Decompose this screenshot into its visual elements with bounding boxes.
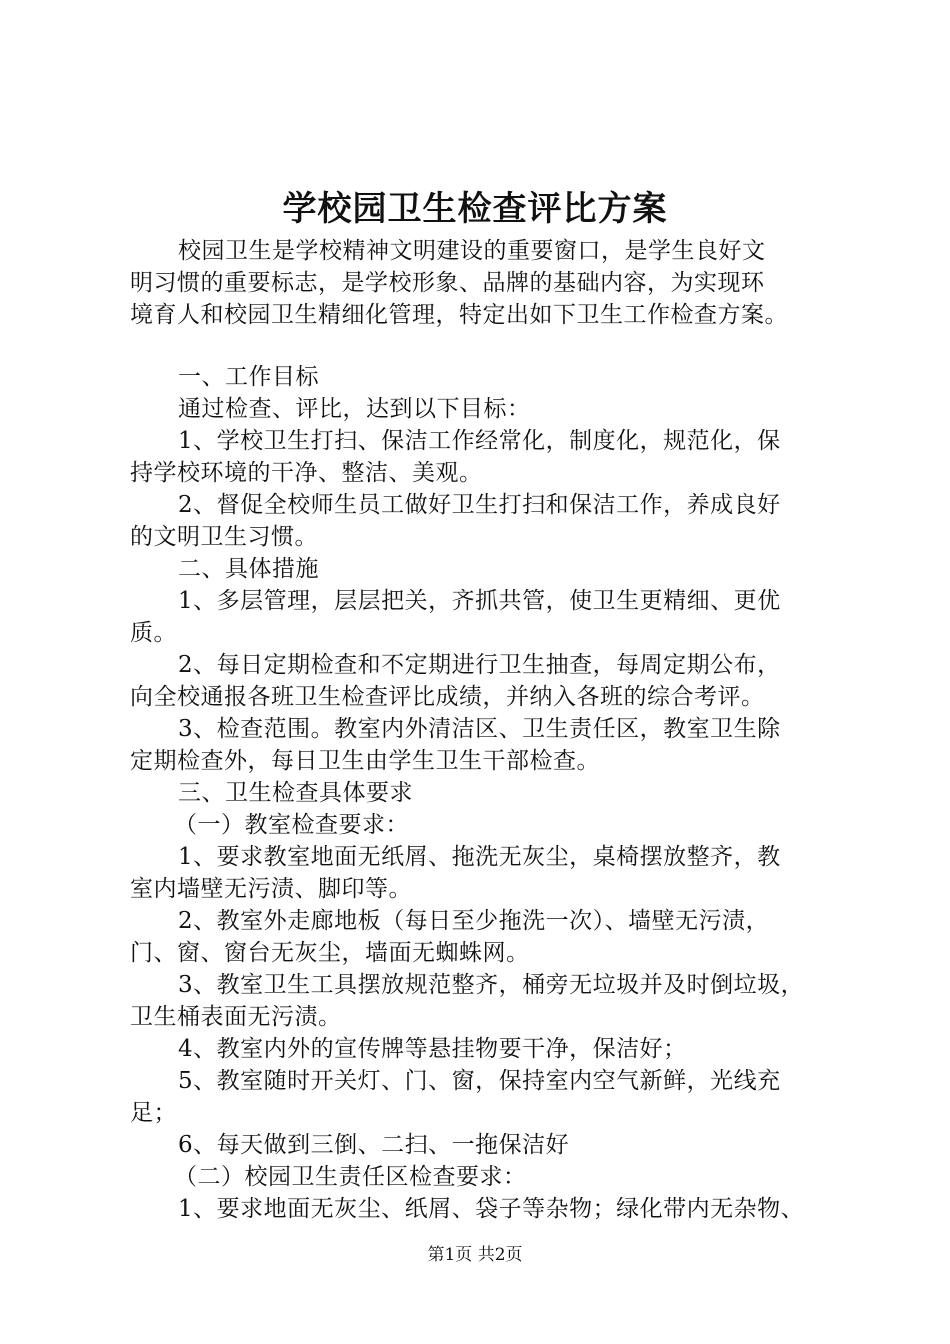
body-line: 持学校环境的干净、整洁、美观。 [130, 460, 483, 486]
body-line: 1、多层管理，层层把关，齐抓共管，使卫生更精细、更优 [178, 588, 781, 614]
body-line: 境育人和校园卫生精细化管理，特定出如下卫生工作检查方案。 [130, 302, 788, 328]
body-line: 向全校通报各班卫生检查评比成绩，并纳入各班的综合考评。 [130, 684, 765, 710]
section-heading: 三、卫生检查具体要求 [178, 780, 413, 806]
body-line: 3、检查范围。教室内外清洁区、卫生责任区，教室卫生除 [178, 716, 781, 742]
document-title: 学校园卫生检查评比方案 [282, 189, 668, 229]
body-line: 1、学校卫生打扫、保洁工作经常化，制度化，规范化，保 [178, 428, 781, 454]
body-line: 4、教室内外的宣传牌等悬挂物要干净，保洁好； [178, 1036, 687, 1062]
body-line: 质。 [130, 620, 177, 646]
body-line: 3、教室卫生工具摆放规范整齐，桶旁无垃圾并及时倒垃圾， [178, 972, 805, 998]
page-number-footer: 第1页 共2页 [427, 1245, 523, 1265]
subsection-heading: （一）教室检查要求： [174, 812, 409, 838]
body-line: 的文明卫生习惯。 [130, 524, 318, 550]
body-line: 门、窗、窗台无灰尘，墙面无蜘蛛网。 [130, 940, 530, 966]
body-line: 校园卫生是学校精神文明建设的重要窗口，是学生良好文 [178, 238, 766, 264]
body-line: 2、每日定期检查和不定期进行卫生抽查，每周定期公布， [178, 652, 781, 678]
body-line: 足； [130, 1100, 177, 1126]
body-line: 1、要求地面无灰尘、纸屑、袋子等杂物；绿化带内无杂物、 [178, 1196, 805, 1222]
body-line: 卫生桶表面无污渍。 [130, 1004, 342, 1030]
body-line: 2、教室外走廊地板（每日至少拖洗一次）、墙壁无污渍， [178, 908, 770, 934]
body-line: 2、督促全校师生员工做好卫生打扫和保洁工作，养成良好 [178, 492, 781, 518]
body-line: 5、教室随时开关灯、门、窗，保持室内空气新鲜，光线充 [178, 1068, 781, 1094]
body-line: 室内墙壁无污渍、脚印等。 [130, 876, 412, 902]
body-line: 通过检查、评比，达到以下目标： [178, 396, 531, 422]
body-line: 定期检查外，每日卫生由学生卫生干部检查。 [130, 748, 600, 774]
body-line: 明习惯的重要标志，是学校形象、品牌的基础内容，为实现环 [130, 270, 765, 296]
subsection-heading: （二）校园卫生责任区检查要求： [174, 1164, 527, 1190]
section-heading: 一、工作目标 [178, 364, 319, 390]
section-heading: 二、具体措施 [178, 556, 319, 582]
body-line: 1、要求教室地面无纸屑、拖洗无灰尘，桌椅摆放整齐，教 [178, 844, 781, 870]
body-line: 6、每天做到三倒、二扫、一拖保洁好 [178, 1132, 570, 1158]
